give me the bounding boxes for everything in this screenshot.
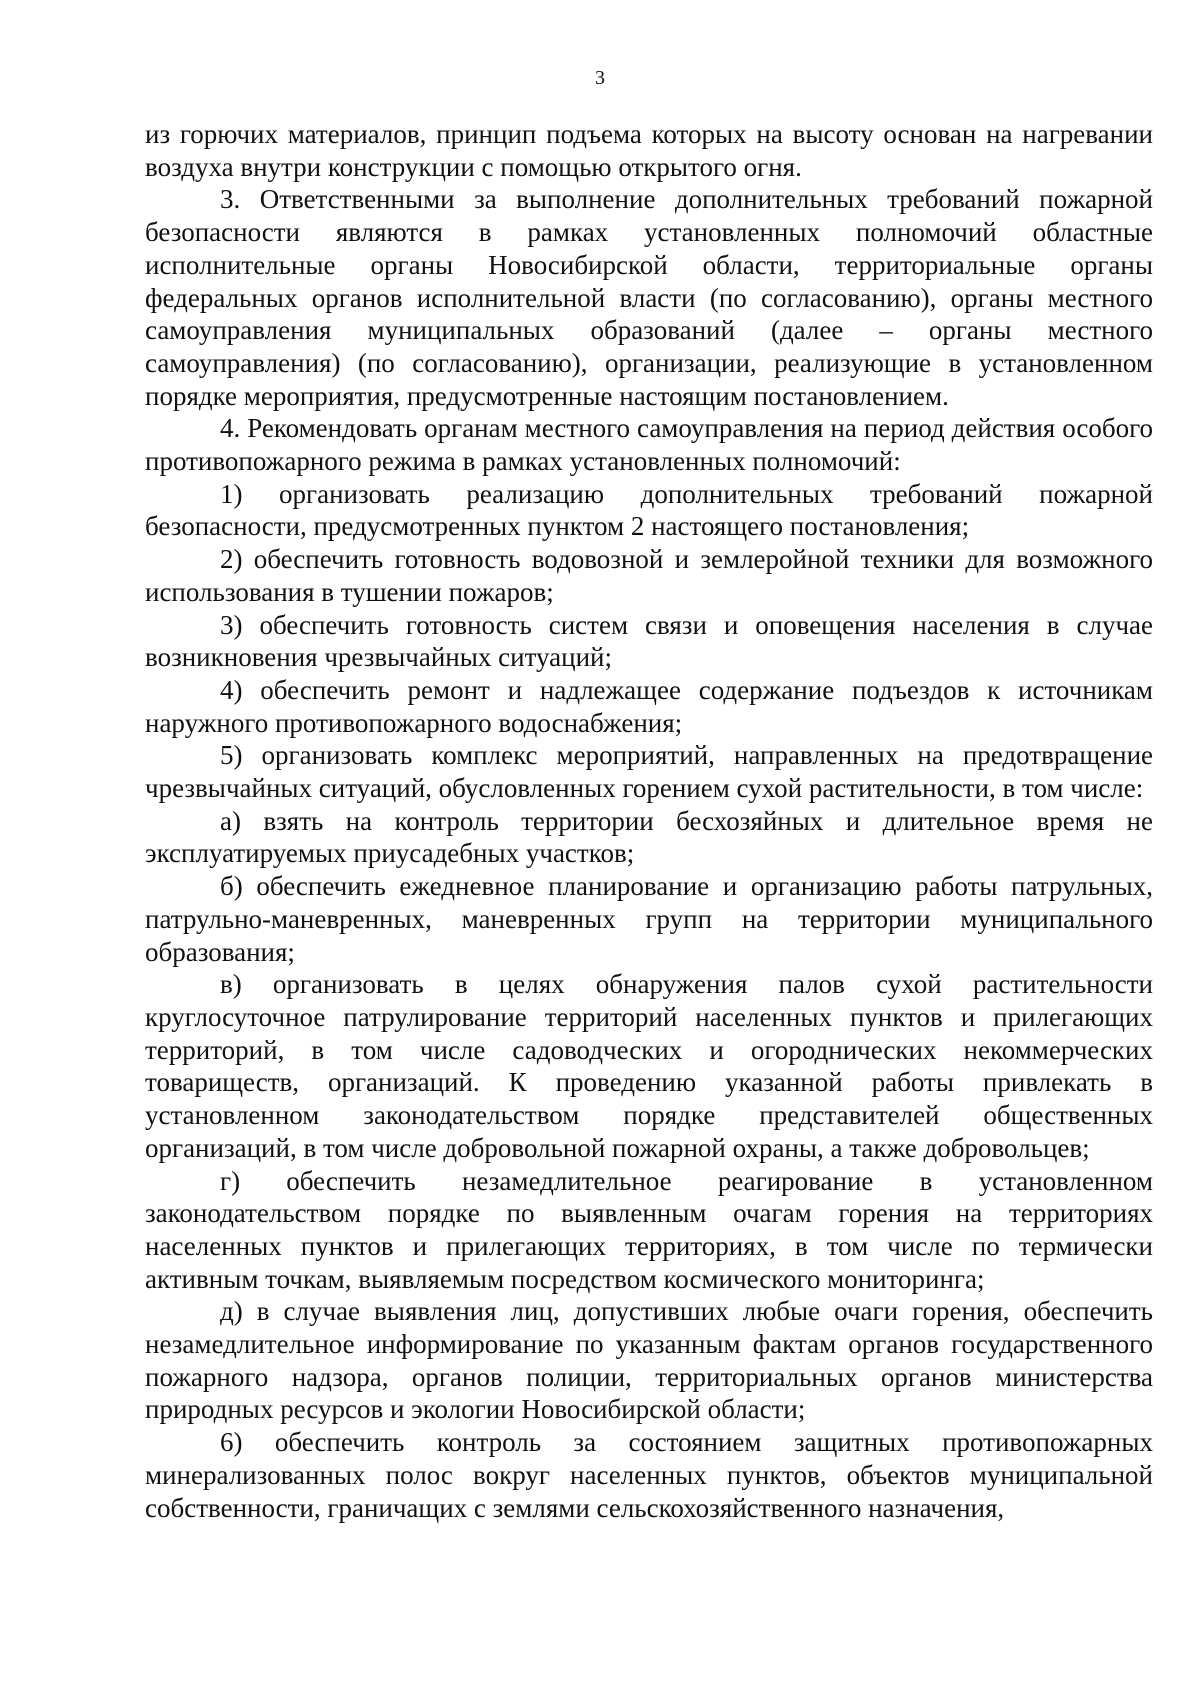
subitem-1: 1) организовать реализацию дополнительных требований пожарной безопасности, предусмотренных пунктом 2 настоящего постановления; bbox=[145, 478, 1153, 542]
subitem-6: 6) обеспечить контроль за состоянием защитных противопожарных минерализованных полос вокруг населенных пунктов, объектов муниципальной собственности, граничащих с землями сельскохозяйственного назначения, bbox=[145, 1427, 1153, 1523]
document-body bbox=[145, 118, 1153, 1524]
paragraph-item-4: 4. Рекомендовать органам местного самоуправления на период действия особого противопожарного режима в рамках установленных полномочий: bbox=[145, 413, 1153, 477]
subitem-5: 5) организовать комплекс мероприятий, направленных на предотвращение чрезвычайных ситуаций, обусловленных горением сухой растительности, в том числе: bbox=[145, 740, 1153, 804]
subitem-5d: д) в случае выявления лиц, допустивших любые очаги горения, обеспечить незамедлительное информирование по указанным фактам органов государственного пожарного надзора, органов полиции, территориальных органов министерства природных ресурсов и экологии Новосибирской области; bbox=[145, 1296, 1153, 1425]
page-number: 3 bbox=[595, 67, 605, 89]
subitem-3: 3) обеспечить готовность систем связи и оповещения населения в случае возникновения чрезвычайных ситуаций; bbox=[145, 609, 1153, 673]
subitem-5v: в) организовать в целях обнаружения палов сухой растительности круглосуточное патрулирование территорий населенных пунктов и прилегающих территорий, в том числе садоводческих и огороднических некоммерческих товариществ, организаций. К проведению указанной работы привлекать в установленном законодательством порядке представителей общественных организаций, в том числе добровольной пожарной охраны, а также добровольцев; bbox=[145, 969, 1153, 1163]
subitem-2: 2) обеспечить готовность водовозной и землеройной техники для возможного использования в тушении пожаров; bbox=[145, 544, 1153, 607]
subitem-5a: а) взять на контроль территории бесхозяйных и длительное время не эксплуатируемых приусадебных участков; bbox=[145, 805, 1153, 869]
subitem-5b: б) обеспечить ежедневное планирование и организацию работы патрульных, патрульно-маневренных, маневренных групп на территории муниципального образования; bbox=[145, 871, 1153, 967]
paragraph-continuation: из горючих материалов, принцип подъема которых на высоту основан на нагревании воздуха внутри конструкции с помощью открытого огня. bbox=[145, 119, 1153, 182]
subitem-5g: г) обеспечить незамедлительное реагирование в установленном законодательством порядке по выявленным очагам горения на территориях населенных пунктов и прилегающих территориях, в том числе по термически активным точкам, выявляемым посредством космического мониторинга; bbox=[145, 1165, 1153, 1294]
subitem-4: 4) обеспечить ремонт и надлежащее содержание подъездов к источникам наружного противопожарного водоснабжения; bbox=[145, 674, 1153, 738]
paragraph-item-3: 3. Ответственными за выполнение дополнительных требований пожарной безопасности являются в рамках установленных полномочий областные исполнительные органы Новосибирской области, территориальные органы федеральных органов исполнительной власти (по согласованию), органы местного самоуправления муниципальных образований (далее – органы местного самоуправления) (по согласованию), организации, реализующие в установленном порядке мероприятия, предусмотренные настоящим постановлением. bbox=[145, 184, 1153, 411]
